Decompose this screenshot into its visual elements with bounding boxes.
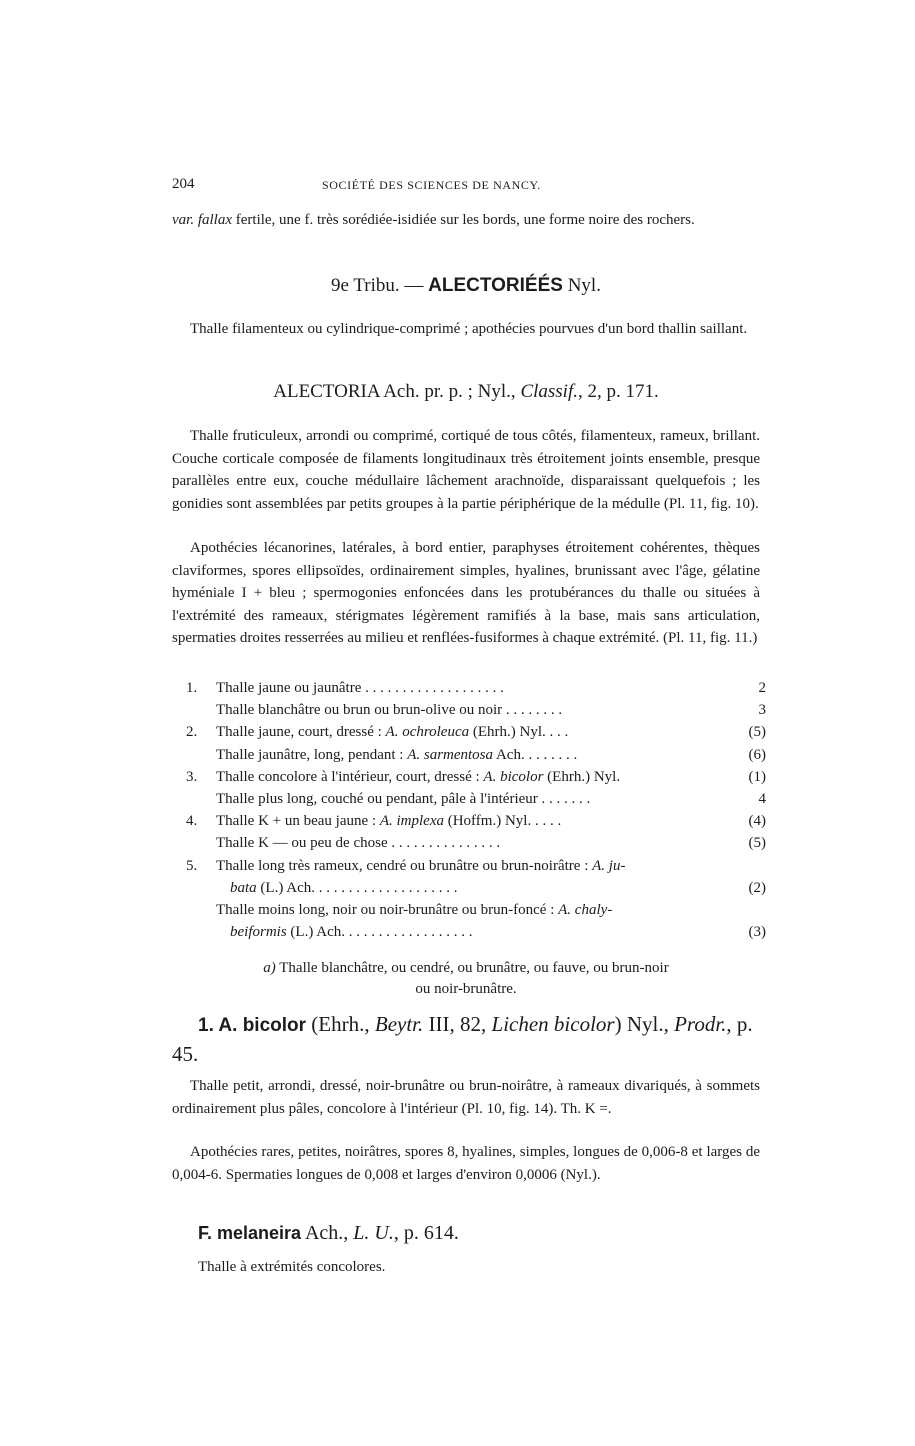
key-row-target: (5) [748, 835, 766, 852]
key-row-leader-dots: . . . . . . . . . . . . . . . [387, 835, 501, 852]
key-row [186, 721, 766, 743]
species-ref: Beytr. [374, 1012, 424, 1036]
key-row-target: 2 [758, 680, 766, 696]
key-row-text [216, 788, 590, 810]
key-row-taxon: A. bicolor [483, 768, 544, 785]
key-row-description: Thalle jaune, court, dressé : [216, 724, 386, 741]
key-row-leader-dots: . . . . [531, 813, 562, 830]
key-row-description: Thalle blanchâtre ou brun ou brun-olive ou noir [216, 702, 503, 719]
key-row-description: Thalle K — ou peu de chose [216, 835, 388, 852]
key-row [186, 766, 766, 788]
genus-heading [172, 381, 760, 403]
key-row-number: 3. [186, 768, 198, 785]
key-row-number: 5. [186, 857, 198, 874]
key-row-leader-dots: . . . [545, 724, 569, 741]
key-row-text [216, 699, 562, 721]
species-ref-mid: III, 82, [423, 1012, 492, 1036]
form-description: Thalle à extrémités concolores. [198, 1259, 386, 1275]
species-author-close: ) Nyl., [614, 1012, 675, 1036]
group-note-line1: Thalle blanchâtre, ou cendré, ou brunâtre, ou fauve, ou brun-noir [275, 960, 669, 976]
intro-paragraph [172, 209, 760, 232]
key-row-leader-dots: . . . . . . . . [502, 702, 563, 719]
form-ref: L. U. [353, 1222, 394, 1244]
species-page: , p. 45. [172, 1012, 753, 1066]
key-row-taxon: A. implexa [379, 813, 444, 830]
tribe-heading [172, 275, 760, 297]
tribe-description: Thalle filamenteux ou cylindrique-comprimé ; apothécies pourvues d'un bord thallin saillant. [190, 321, 748, 337]
key-row-taxon: A. ju- [592, 857, 626, 874]
key-row [186, 877, 766, 899]
genus-name: ALECTORIA Ach. pr. p. ; Nyl., [273, 381, 521, 402]
key-row-taxon: beiformis [230, 924, 287, 941]
key-row [186, 899, 766, 921]
key-row-text [216, 744, 577, 766]
tribe-name: ALECTORIÉÉS [428, 275, 563, 296]
key-row [186, 810, 766, 832]
species-description-apothecia: Apothécies rares, petites, noirâtres, spores 8, hyalines, simples, longues de 0,006-8 et larges de 0,004-6. Spermaties longues de 0,008 et larges d'environ 0,0006 (Nyl.). [172, 1144, 760, 1183]
key-row-target: (5) [748, 724, 766, 741]
key-row-description: Thalle long très rameux, cendré ou brunâtre ou brun-noirâtre : [216, 857, 593, 874]
page-header [172, 176, 760, 198]
intro-text: fertile, une f. très sorédiée-isidiée sur les bords, une forme noire des rochers. [232, 212, 695, 228]
key-row-target: (4) [748, 813, 766, 830]
key-row-leader-dots: . . . . . . . . . . . . . . . . . [345, 924, 473, 941]
tribe-author: Nyl. [562, 275, 601, 296]
key-row [186, 699, 766, 721]
tribe-prefix: 9e Tribu. — [331, 275, 429, 296]
key-row-target: 3 [758, 702, 766, 719]
species-synonym: Lichen bicolor [491, 1012, 615, 1036]
key-row-author: (Hoffm.) Nyl. [443, 813, 532, 830]
key-row-number: 1. [186, 680, 198, 696]
key-row-description: Thalle plus long, couché ou pendant, pâle à l'intérieur [216, 790, 538, 807]
key-row-description: Thalle concolore à l'intérieur, court, dressé : [216, 768, 484, 785]
species-prodr: Prodr. [674, 1012, 727, 1036]
key-row-taxon: A. ochroleuca [385, 724, 470, 741]
key-row-author: (L.) Ach. [256, 879, 315, 896]
key-row-text [216, 899, 612, 921]
species-description-thallus: Thalle petit, arrondi, dressé, noir-brunâtre ou brun-noirâtre, à rameaux divariqués, à sommets ordinairement plus pâles, concolore à l'intérieur (Pl. 10, fig. 14). Th. K =. [172, 1078, 760, 1117]
key-row-target: (3) [748, 924, 766, 941]
key-row-author: (Ehrh.) Nyl. [543, 768, 621, 785]
key-row [186, 788, 766, 810]
genus-description-thallus: Thalle fruticuleux, arrondi ou comprimé, cortiqué de tous côtés, filamenteux, rameux, brillant. Couche corticale composée de filaments longitudinaux très étroitement joints ensemble, presque parallèles entre eux, couche médullaire lâchement arachnoïde, disparaissant quelquefois ; les gonidies sont assemblées par petits groupes à la partie périphérique de la médulle (Pl. 11, fig. 10). [172, 428, 760, 512]
key-row-target: (2) [748, 879, 766, 896]
key-row [186, 832, 766, 854]
group-note-line2: ou noir-brunâtre. [415, 981, 517, 997]
key-row [186, 855, 766, 877]
key-row-leader-dots: . . . . . . . [524, 746, 578, 763]
key-row-target: (6) [748, 746, 766, 763]
key-row-target: (1) [748, 768, 766, 785]
intro-variety: var. fallax [172, 212, 232, 228]
key-row-taxon: bata [230, 879, 257, 896]
form-author: Ach., [301, 1222, 354, 1244]
genus-description-apothecia: Apothécies lécanorines, latérales, à bord entier, paraphyses étroitement cohérentes, thèques claviformes, spores ellipsoïdes, ordinairement simples, hyalines, brunissant avec l'âge, gélatine hyméniale I + bleu ; spermogonies enfoncées dans les protubérances du thalle ou situées à l'extrémité des rameaux, stérigmates légèrement ramifiés à la base, mais sans articulation, spermaties droites resserrées au milieu et renflées-fusiformes à chaque extrémité. (Pl. 11, fig. 11.) [172, 540, 760, 646]
species-heading [172, 1010, 760, 1069]
key-row-taxon: A. sarmentosa [407, 746, 494, 763]
genus-ref: Classif. [520, 381, 578, 402]
key-row-text [216, 855, 625, 877]
group-note [172, 958, 760, 1000]
key-row-text [230, 877, 458, 899]
key-row [186, 744, 766, 766]
form-page: , p. 614. [393, 1222, 459, 1244]
running-title: SOCIÉTÉ DES SCIENCES DE NANCY. [322, 178, 541, 192]
key-row-number: 2. [186, 724, 198, 741]
key-row-description: Thalle jaune ou jaunâtre [216, 680, 362, 696]
key-row-text [216, 766, 620, 788]
key-row-text [216, 810, 561, 832]
key-row-leader-dots: . . . . . . . [537, 790, 591, 807]
key-row-author: (Ehrh.) Nyl. [469, 724, 546, 741]
key-row-leader-dots: . . . . . . . . . . . . . . . . . . . [361, 680, 504, 696]
key-row [186, 921, 766, 943]
form-heading [172, 1222, 760, 1245]
key-row-target: 4 [758, 790, 766, 807]
key-row-text [230, 921, 473, 943]
group-note-label: a) [263, 960, 276, 976]
key-row-leader-dots: . . . . . . . . . . . . . . . . . . . [315, 879, 458, 896]
key-row-author: (L.) Ach. [286, 924, 345, 941]
key-row [186, 677, 766, 699]
key-row-description: Thalle jaunâtre, long, pendant : [216, 746, 408, 763]
page-number: 204 [172, 176, 195, 192]
key-row-number: 4. [186, 813, 198, 830]
species-name: 1. A. bicolor [198, 1015, 307, 1036]
form-name: F. melaneira [198, 1223, 302, 1243]
key-row-description: Thalle moins long, noir ou noir-brunâtre ou brun-foncé : [216, 901, 559, 918]
key-row-description: Thalle K + un beau jaune : [216, 813, 380, 830]
key-row-text [216, 832, 500, 854]
key-row-text [216, 721, 568, 743]
key-row-text [216, 677, 504, 699]
key-row-author: Ach. [493, 746, 525, 763]
key-row-taxon: A. chaly- [558, 901, 613, 918]
species-author-open: (Ehrh., [306, 1012, 375, 1036]
genus-ref-page: , 2, p. 171. [578, 381, 659, 402]
identification-key [186, 677, 766, 943]
